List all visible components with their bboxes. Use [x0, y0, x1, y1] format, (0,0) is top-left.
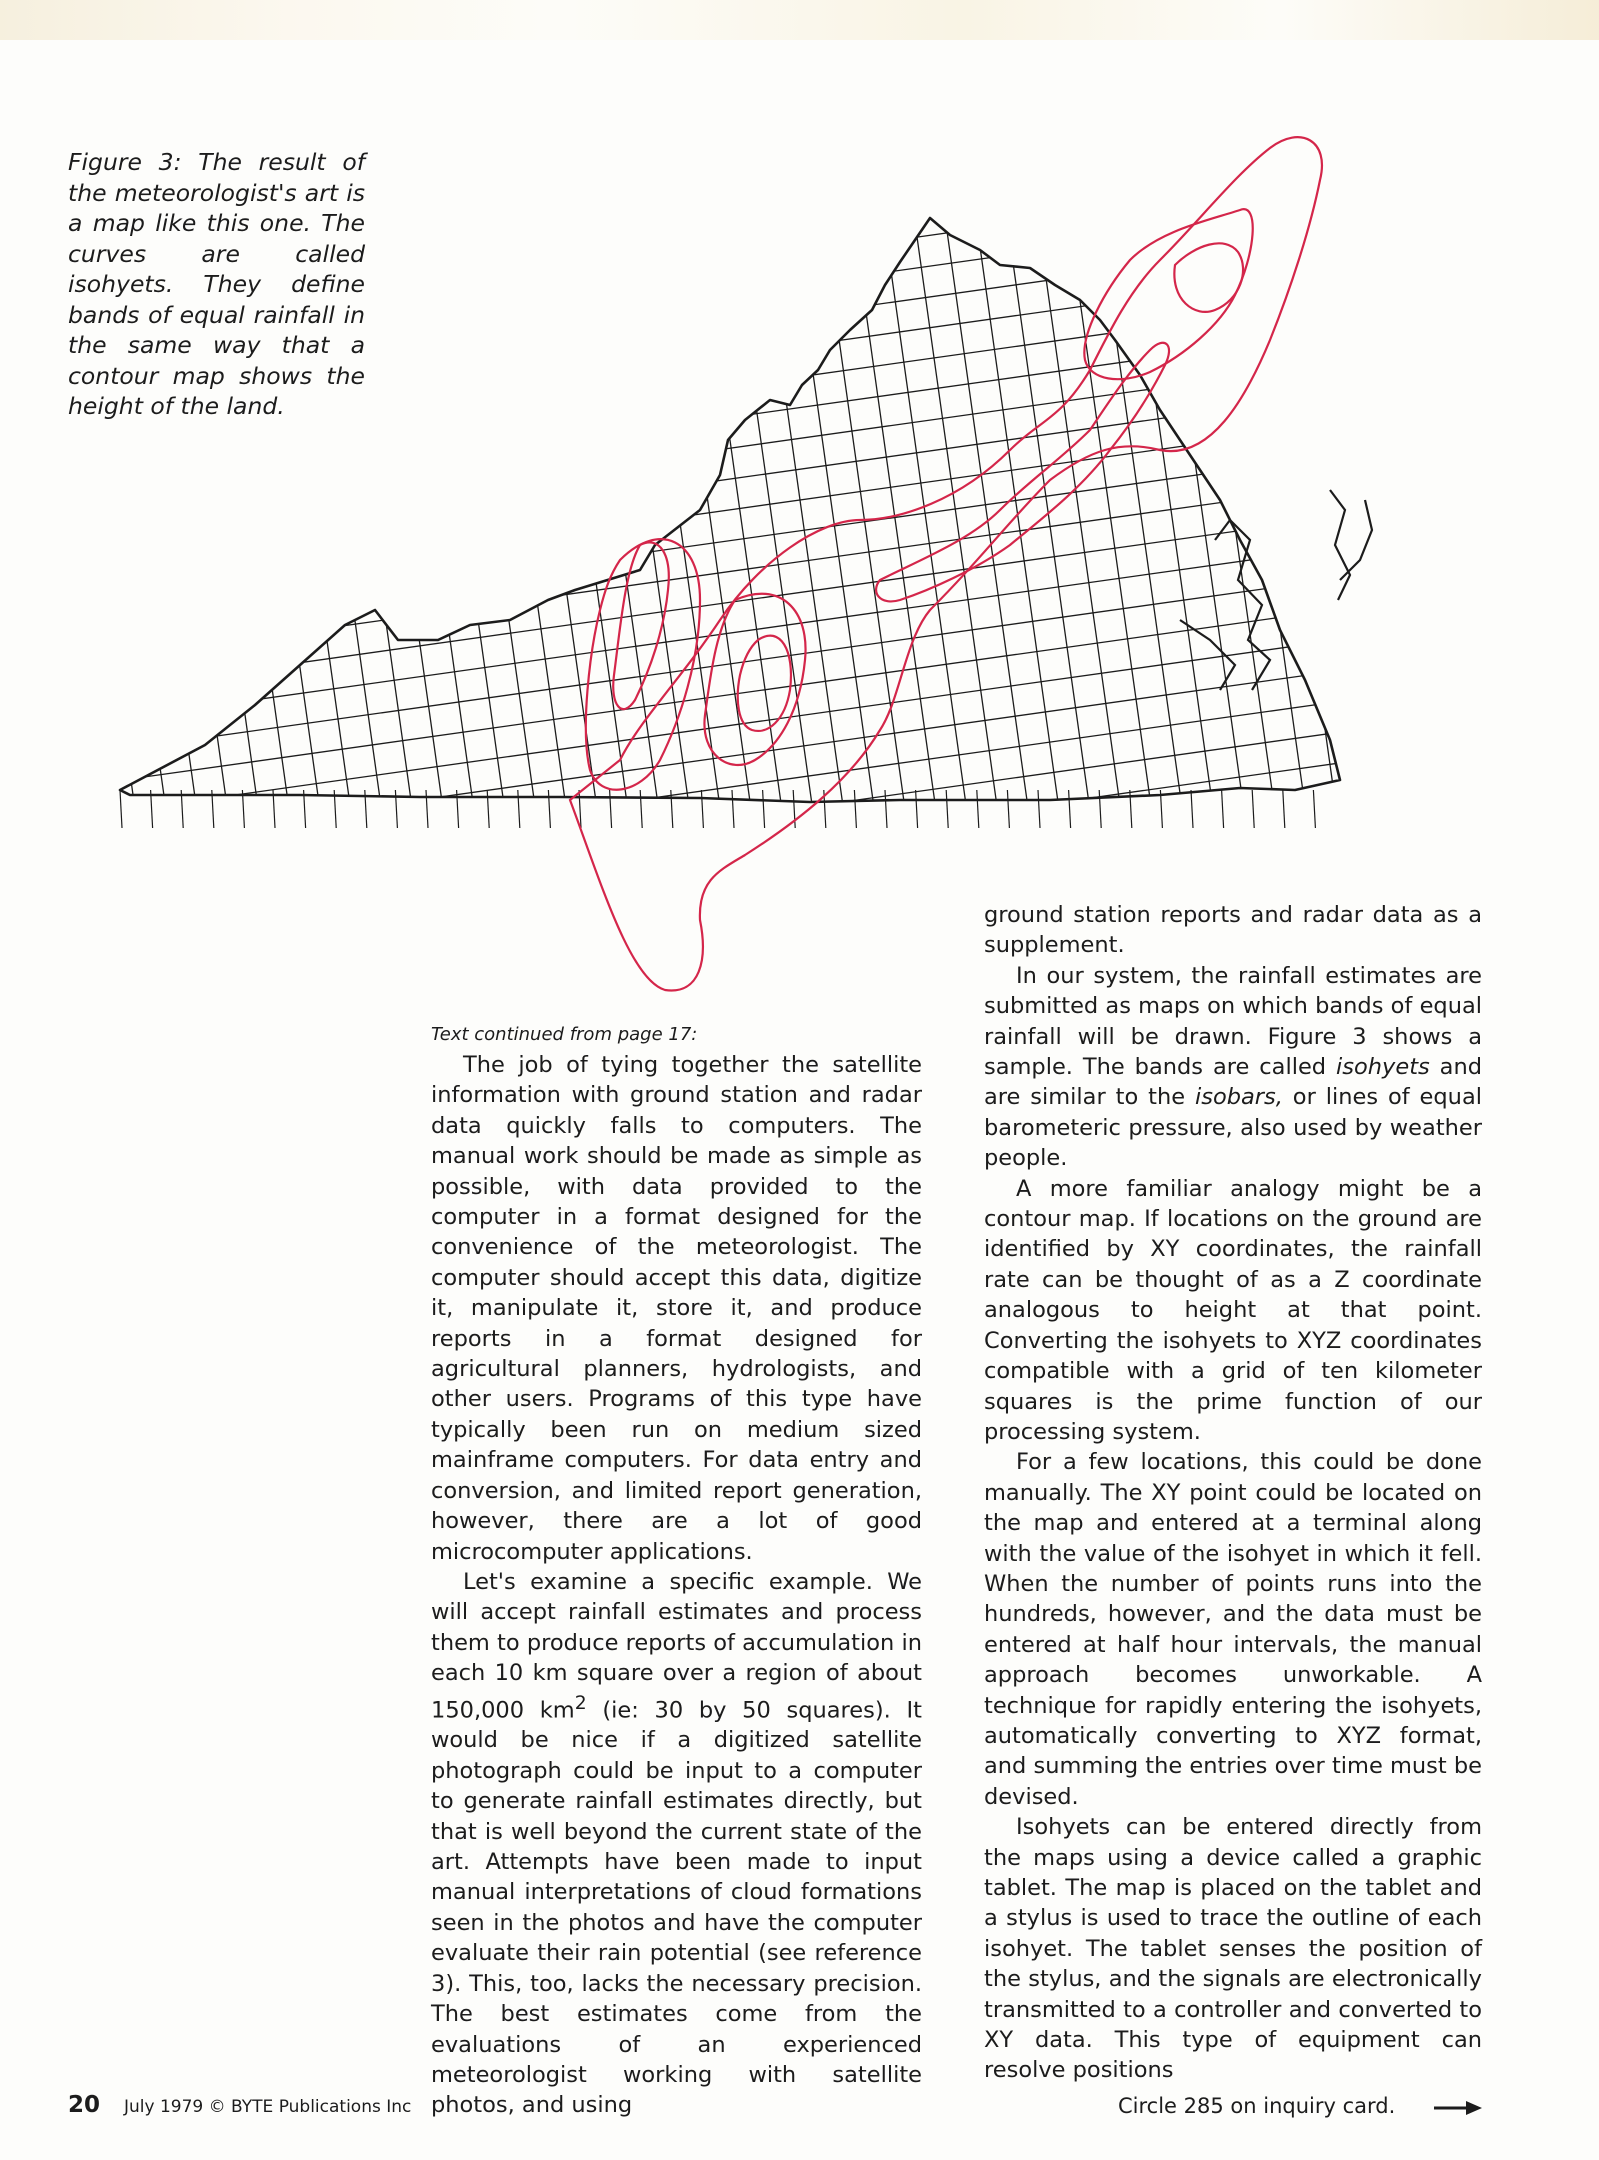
grid-line	[1518, 0, 1599, 1000]
grid-line	[854, 790, 856, 828]
grid-line	[0, 345, 1599, 596]
grid-line	[1283, 790, 1285, 828]
grid-line	[823, 0, 1018, 1000]
paragraph	[431, 1567, 922, 2121]
grid-line	[1252, 790, 1254, 828]
grid-line	[1579, 0, 1599, 1000]
grid-line	[0, 0, 1599, 172]
grid-line	[0, 73, 1599, 324]
grid-line	[582, 0, 777, 1000]
grid-line	[733, 0, 928, 1000]
grid-line	[0, 375, 1599, 626]
grid-line	[1246, 0, 1441, 1000]
grid-line	[0, 0, 1599, 112]
grid-line	[0, 194, 1599, 445]
isohyet-west-1	[586, 539, 700, 790]
paragraph: A more familiar analogy might be a contour map. If locations on the ground are identified by XY coordinates, the rainfall rate can be thought of as a Z coordinate analogous to height at that point. Converting the isohyets to XYZ coordinates compatible with a grid of ten kilometer squares is the prime function of our processing system.	[984, 1175, 1482, 1445]
grid-line	[1548, 0, 1599, 1000]
grid-line	[8, 0, 203, 1000]
grid-line	[763, 0, 958, 1000]
grid-line	[763, 790, 765, 828]
grid-line	[1216, 0, 1411, 1000]
grid-line	[1191, 790, 1193, 828]
grid-line	[1038, 790, 1040, 828]
grid-line	[916, 790, 918, 828]
grid-line	[977, 790, 979, 828]
grid-line	[672, 0, 867, 1000]
grid-line	[0, 0, 82, 1000]
grid-line	[280, 0, 475, 1000]
grid-line	[0, 0, 22, 1000]
grid-line	[0, 0, 1599, 202]
grid-line	[0, 43, 1599, 294]
grid-line	[0, 0, 1599, 142]
superscript: 2	[574, 1692, 587, 1714]
grid-line	[0, 0, 1599, 233]
emphasis: isohyets	[1336, 1054, 1430, 1081]
grid-line	[461, 0, 656, 1000]
grid-line	[340, 0, 535, 1000]
paragraph-text: (ie: 30 by 50 squares). It would be nice if a digitized satellite photograph could be input to a computer to generate rainfall estimates directly, but that is well beyond the current state of the art. Attempts have been made to input manual interpretations of cloud formations seen in the photos and have the computer evaluate their rain potential (see reference 3). This, too, lacks the necessary precision. The best estimates come from the evaluations of an experienced meteorologist working with satellite photos, and using	[431, 1697, 922, 2119]
grid-line	[974, 0, 1169, 1000]
grid-line	[1007, 790, 1009, 828]
grid-line	[0, 0, 142, 1000]
grid-line	[0, 12, 1599, 262]
grid-line	[1276, 0, 1471, 1000]
grid-line	[120, 790, 122, 828]
grid-line	[642, 0, 837, 1000]
bay-outline	[1180, 490, 1372, 690]
continued-label: Text continued from page 17:	[431, 1024, 698, 1045]
grid-line	[370, 0, 565, 1000]
isohyet-north-2	[1174, 243, 1243, 312]
grid-line	[0, 224, 1599, 475]
right-arrow-icon	[1434, 2100, 1482, 2116]
grid-line	[0, 254, 1599, 505]
grid-line	[250, 0, 445, 1000]
text-column-right	[984, 900, 1482, 2086]
emphasis: isobars,	[1194, 1084, 1283, 1111]
grid-line	[1095, 0, 1290, 1000]
isohyet-map-figure	[0, 0, 1599, 1000]
grid-line	[1065, 0, 1260, 1000]
grid-line	[0, 556, 1599, 807]
grid-line	[159, 0, 354, 1000]
paragraph: ground station reports and radar data as a supplement.	[984, 902, 1482, 959]
grid-line	[0, 133, 1599, 384]
grid-line	[0, 103, 1599, 354]
grid-line	[793, 0, 988, 1000]
publication-line: July 1979 © BYTE Publications Inc	[124, 2097, 412, 2117]
grid-line	[0, 647, 1599, 898]
grid-line	[1186, 0, 1381, 1000]
grid-line	[610, 790, 612, 828]
grid-line	[521, 0, 716, 1000]
grid-line	[612, 0, 807, 1000]
grid-line	[401, 0, 596, 1000]
grid-line	[0, 0, 173, 1000]
grid-line	[0, 0, 112, 1000]
grid-line	[552, 0, 747, 1000]
grid-line	[1397, 0, 1592, 1000]
grid-line	[884, 0, 1079, 1000]
grid-line	[129, 0, 324, 1000]
grid-line	[1367, 0, 1562, 1000]
figure-caption: Figure 3: The result of the meteorologist's art is a map like this one. The curves are called isohyets. They define bands of equal rainfall in the same way that a contour map shows the height of the land.	[68, 148, 365, 420]
grid-line	[944, 0, 1139, 1000]
grid-line	[640, 790, 642, 828]
paragraph-text: Let's examine a specific example. We will accept rainfall estimates and process them to produce reports of accumulation in each 10 km square over a region of about 150,000 km	[431, 1568, 922, 1724]
grid-line	[1307, 0, 1502, 1000]
grid-line	[0, 0, 1599, 51]
grid-line	[0, 314, 1599, 565]
grid-line	[0, 465, 1599, 716]
grid-line	[1458, 0, 1599, 1000]
grid-line	[732, 790, 734, 828]
grid-line	[431, 0, 626, 1000]
paragraph: For a few locations, this could be done manually. The XY point could be located on the map and entered at a terminal along with the value of the isohyet in which it fell. When the number of points runs into the hundreds, however, and the data must be entered at half hour intervals, the manual approach becomes unworkable. A technique for rapidly entering the isohyets, automatically converting to XYZ format, and summing the entries over time must be devised.	[984, 1449, 1482, 1810]
page-number: 20	[68, 2092, 101, 2118]
grid-line	[68, 0, 263, 1000]
grid-line	[1222, 790, 1224, 828]
grid-line	[1099, 790, 1101, 828]
map-grid	[0, 0, 1599, 1000]
paragraph: The job of tying together the satellite information with ground station and radar data quickly falls to computers. The manual work should be made as simple as possible, with data provided to the computer in a format designed for the convenience of the meteorologist. The computer should accept this data, digitize it, manipulate it, store it, and produce reports in a format designed for agricultural planners, hydrologists, and other users. Programs of this type have typically been run on medium sized mainframe computers. For data entry and conversion, and limited report generation, however, there are a lot of good microcomputer applications.	[431, 1052, 922, 1565]
grid-line	[219, 0, 414, 1000]
grid-line	[310, 0, 505, 1000]
grid-line	[0, 163, 1599, 413]
grid-line	[189, 0, 384, 1000]
grid-line	[1069, 790, 1071, 828]
paragraph-text: or lines of equal barometeric pressure, also used by weather people.	[984, 1084, 1482, 1172]
grid-line	[0, 526, 1599, 777]
grid-line	[1428, 0, 1599, 1000]
paragraph	[984, 961, 1482, 1174]
isohyet-central-band	[876, 343, 1169, 602]
grid-line	[99, 0, 294, 1000]
grid-line	[701, 790, 703, 828]
grid-line	[946, 790, 948, 828]
grid-line	[1156, 0, 1351, 1000]
grid-line	[0, 0, 1599, 82]
grid-line	[1488, 0, 1599, 1000]
grid-line	[1005, 0, 1200, 1000]
paragraph: Isohyets can be entered directly from the maps using a device called a graphic tablet. The map is placed on the tablet and a stylus is used to trace the outline of each isohyet. The tablet senses the position of the stylus, and the signals are electronically transmitted to a controller and converted to XY data. This type of equipment can resolve positions	[984, 1814, 1482, 2084]
grid-line	[1125, 0, 1320, 1000]
grid-line	[38, 0, 233, 1000]
grid-line	[0, 0, 1599, 21]
text-column-left	[431, 1020, 922, 2121]
paragraph-text: and are similar to the	[984, 1054, 1483, 1111]
paragraph-text: In our system, the rainfall estimates are submitted as maps on which bands of equal rainfall will be drawn. Figure 3 shows a sample. The bands are called	[984, 962, 1482, 1081]
grid-line	[0, 0, 52, 1000]
inquiry-note: Circle 285 on inquiry card.	[1118, 2094, 1396, 2118]
grid-line	[1313, 790, 1315, 828]
